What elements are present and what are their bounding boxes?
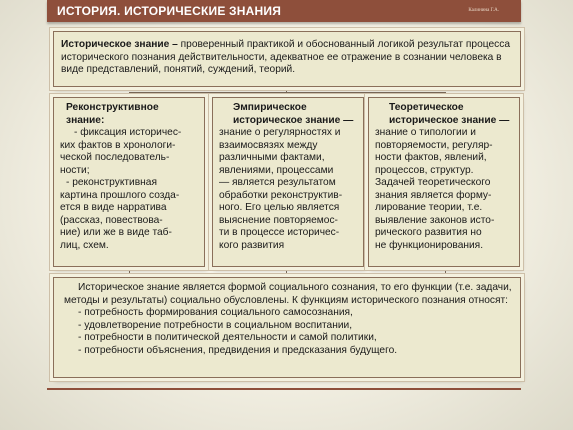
empirical-knowledge-box <box>212 97 364 267</box>
column-line: картина прошлого созда- <box>60 189 180 201</box>
definition-text: проверенный практикой и обоснованный логикой результат процесса исторического познания действительности, адекватное ее отражение в сознании человека в виде представлений, понятий, суждений, теорий. <box>61 39 511 75</box>
functions-intro: Историческое знание является формой социального сознания, то его функции (т.е. задачи, методы и результаты) социально обусловлены. К функциям исторического познания относят: <box>64 282 512 306</box>
functions-box <box>53 277 521 378</box>
column-line: Задачей теоретического <box>375 177 491 188</box>
column-line: процессов, структур. <box>375 164 474 176</box>
column-line: обработки реконструктив- <box>219 189 343 201</box>
column-line: знание о типологии и <box>375 127 476 138</box>
title-bar <box>47 0 521 22</box>
connector-horizontal-top <box>129 92 445 93</box>
column-line: - фиксация историчес- <box>74 127 182 138</box>
column-line: ного. Его целью является <box>219 202 340 213</box>
reconstructive-knowledge-box <box>53 97 205 267</box>
column-heading: Реконструктивное знание: <box>66 102 159 126</box>
column-line: выяснение повторяемос- <box>219 214 338 226</box>
column-line: взаимосвязях между <box>219 139 318 151</box>
column-line: повторяемости, регуляр- <box>375 139 493 151</box>
function-item: - удовлетворение потребности в социальном воспитании, <box>78 319 353 331</box>
column-line: явлениями, процессами <box>219 164 334 176</box>
column-line: - реконструктивная <box>66 177 157 188</box>
column-heading: Теоретическое историческое знание — <box>389 102 510 126</box>
bottom-divider <box>47 388 521 390</box>
column-line: ческой последователь- <box>60 152 170 163</box>
column-line: — является результатом <box>219 177 336 188</box>
function-item: - потребности объяснения, предвидения и предсказания будущего. <box>78 344 398 356</box>
definition-term: Историческое знание – <box>61 39 178 50</box>
column-line: различными фактами, <box>219 152 325 163</box>
author-name: Калинина Г.А. <box>468 8 499 13</box>
column-line: (рассказ, повествова- <box>60 214 163 226</box>
column-line: рического развития но <box>375 227 482 238</box>
definition-paragraph <box>61 39 513 77</box>
column-line: лиц, схем. <box>60 239 109 251</box>
function-item: - потребности в политической деятельности и самой политики, <box>78 332 377 343</box>
column-line: ких фактов в хронологи- <box>60 139 176 151</box>
column-line: ности фактов, явлений, <box>375 152 487 163</box>
connector-bottom-center <box>286 268 287 277</box>
column-line: лирование теории, т.е. <box>375 202 483 213</box>
column-line: выявление законов исто- <box>375 214 495 226</box>
column-line: не функционирования. <box>375 239 484 251</box>
connector-bottom-right <box>445 268 446 277</box>
column-heading: Эмпирическое историческое знание — <box>233 102 354 126</box>
connector-bottom-left <box>129 268 130 277</box>
column-line: ти в процессе историчес- <box>219 227 340 238</box>
column-line: кого развития <box>219 239 285 251</box>
column-line: ется в виде нарратива <box>60 202 167 213</box>
slide-title: ИСТОРИЯ. ИСТОРИЧЕСКИЕ ЗНАНИЯ <box>57 4 282 18</box>
column-line: ние) или же в виде таб- <box>60 227 172 238</box>
column-line: знания является форму- <box>375 189 492 201</box>
column-line: ности; <box>60 164 90 176</box>
function-item: - потребность формирования социального самосознания, <box>78 307 353 318</box>
column-line: знание о регулярностях и <box>219 127 341 138</box>
theoretical-knowledge-box <box>368 97 520 267</box>
definition-box <box>53 31 521 87</box>
